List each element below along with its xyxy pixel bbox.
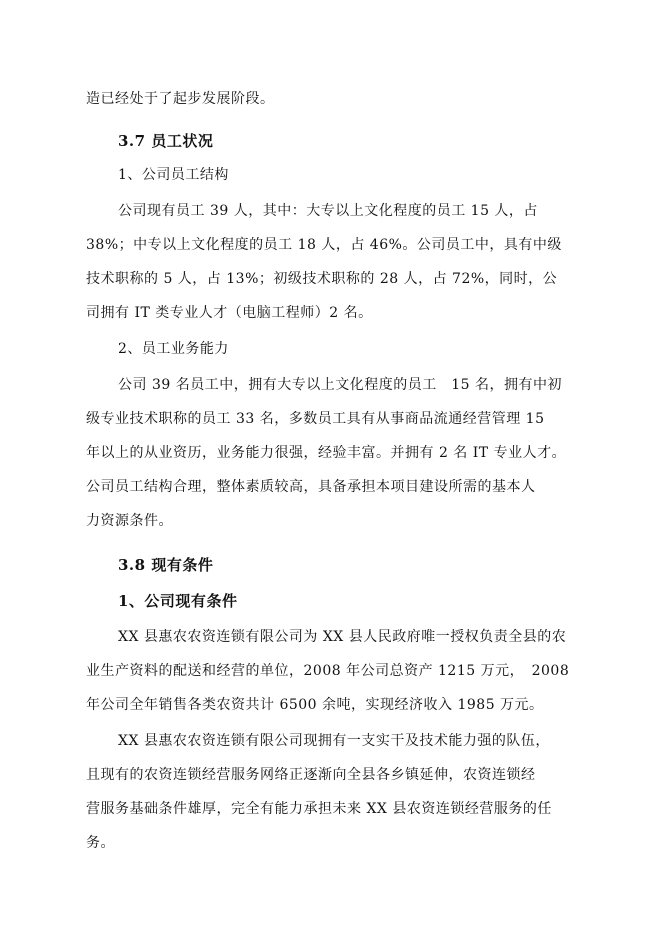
paragraph-line: 级专业技术职称的员工 33 名，多数员工具有从事商品流通经营管理 15: [86, 411, 545, 427]
paragraph-line: 造已经处于了起步发展阶段。: [86, 91, 275, 107]
paragraph-line: 公司 39 名员工中，拥有大专以上文化程度的员工 15 名，拥有中初: [118, 377, 562, 393]
paragraph-line: 力资源条件。: [86, 513, 173, 529]
subsection-heading: 1、公司现有条件: [118, 592, 238, 610]
section-heading-3-7: 3.7 员工状况: [118, 132, 214, 150]
paragraph-line: 38%；中专以上文化程度的员工 18 人，占 46%。公司员工中，具有中级: [86, 237, 562, 253]
paragraph-line: XX 县惠农农资连锁有限公司为 XX 县人民政府唯一授权负责全县的农: [118, 629, 567, 645]
section-heading-3-8: 3.8 现有条件: [118, 556, 214, 574]
paragraph-line: 公司员工结构合理，整体素质较高，具备承担本项目建设所需的基本人: [86, 479, 536, 495]
paragraph-line: 技术职称的 5 人，占 13%；初级技术职称的 28 人，占 72%，同时，公: [86, 271, 558, 287]
paragraph-line: 年公司全年销售各类农资共计 6500 余吨，实现经济收入 1985 万元。: [86, 697, 544, 713]
subsection-heading: 2、员工业务能力: [118, 341, 229, 357]
paragraph-line: XX 县惠农农资连锁有限公司现拥有一支实干及技术能力强的队伍，: [118, 733, 550, 749]
paragraph-line: 司拥有 IT 类专业人才（电脑工程师）2 名。: [86, 305, 373, 321]
paragraph-line: 年以上的从业资历，业务能力很强，经验丰富。并拥有 2 名 IT 专业人才。: [86, 445, 567, 461]
paragraph-line: 营服务基础条件雄厚，完全有能力承担未来 XX 县农资连锁经营服务的任: [86, 801, 552, 817]
paragraph-line: 公司现有员工 39 人，其中：大专以上文化程度的员工 15 人，占: [118, 203, 538, 219]
paragraph-line: 且现有的农资连锁经营服务网络正逐渐向全县各乡镇延伸，农资连锁经: [86, 767, 536, 783]
paragraph-line: 务。: [86, 835, 115, 851]
subsection-heading: 1、公司员工结构: [118, 167, 229, 183]
paragraph-line: 业生产资料的配送和经营的单位，2008 年公司总资产 1215 万元， 2008: [86, 663, 570, 679]
